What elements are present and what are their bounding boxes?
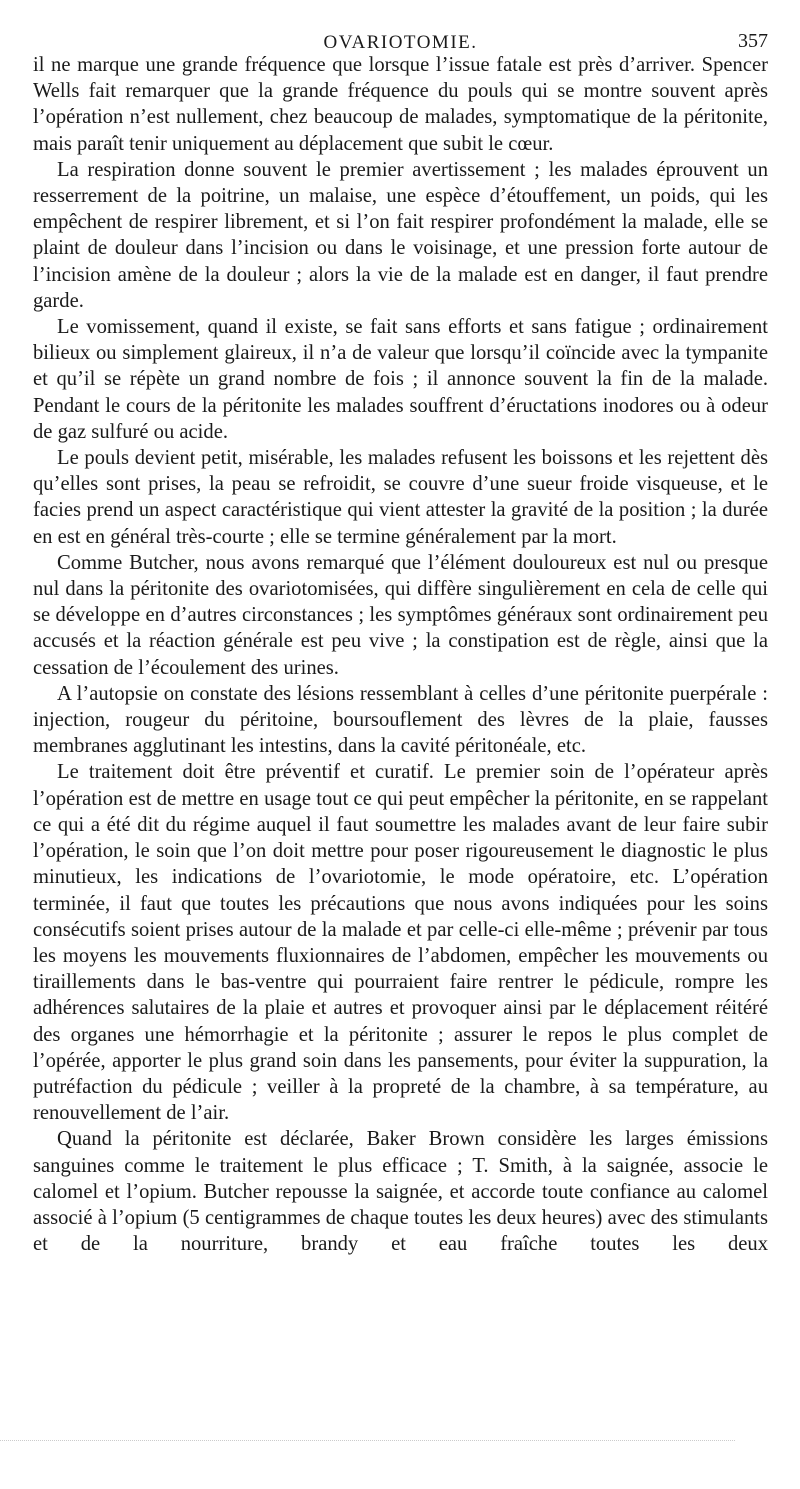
paragraph-2: La respiration donne souvent le premier avertissement ; les malades éprouvent un resserrement de la poitrine, un malaise, une espèce d’étouffement, un poids, qui les empêchent de respirer librement, et si l’on fait respirer profondément la malade, elle se plaint de douleur dans l’incision ou dans le voisinage, et une pression forte autour de l’incision amène de la douleur ; alors la vie de la malade est en danger, il faut prendre garde.: [33, 158, 768, 312]
paragraph-4: Le pouls devient petit, misérable, les malades refusent les boissons et les rejettent dès qu’elles sont prises, la peau se refroidit, se couvre d’une sueur froide visqueuse, et le facies prend un aspect caractéristique qui vient attester la gravité de la position ; la durée en est en général très-courte ; elle se termine généralement par la mort.: [33, 447, 768, 548]
paragraph-5: Comme Butcher, nous avons remarqué que l’élément douloureux est nul ou presque nul dans la péritonite des ovariotomisées, qui diffère singulièrement en cela de celle qui se développe en d’autres circonstances ; les symptômes généraux sont ordinairement peu accusés et la réaction générale est peu vive ; la constipation est de règle, ainsi que la cessation de l’écoulement des urines.: [33, 551, 768, 679]
body-text: [33, 52, 768, 1257]
paragraph-1: il ne marque une grande fréquence que lorsque l’issue fatale est près d’arriver. Spencer Wells fait remarquer que la grande fréquence du pouls qui se montre souvent après l’opération n’est nullement, chez beaucoup de malades, symptomatique de la péritonite, mais paraît tenir uniquement au déplacement que subit le cœur.: [33, 54, 768, 155]
running-head: [33, 22, 768, 52]
running-title: OVARIOTOMIE.: [323, 32, 478, 53]
page-number: 357: [738, 30, 768, 52]
paragraph-8: Quand la péritonite est déclarée, Baker Brown considère les larges émissions sanguines comme le traitement le plus efficace ; T. Smith, à la saignée, associe le calomel et l’opium. Butcher repousse la saignée, et accorde toute confiance au calomel associé à l’opium (5 centigrammes de chaque toutes les deux heures) avec des stimulants et de la nourriture, brandy et eau fraîche toutes les deux: [33, 1128, 768, 1256]
page: [33, 22, 768, 1257]
paragraph-3: Le vomissement, quand il existe, se fait sans efforts et sans fatigue ; ordinairement bilieux ou simplement glaireux, il n’a de valeur que lorsqu’il coïncide avec la tympanite et qu’il se répète un grand nombre de fois ; il annonce souvent la fin de la malade. Pendant le cours de la péritonite les malades souffrent d’éructations inodores ou à odeur de gaz sulfuré ou acide.: [33, 316, 768, 443]
footer-rule: [0, 1440, 735, 1443]
paragraph-6: A l’autopsie on constate des lésions ressemblant à celles d’une péritonite puerpérale : injection, rougeur du péritoine, boursouflement des lèvres de la plaie, fausses membranes agglutinant les intestins, dans la cavité péritonéale, etc.: [33, 682, 768, 758]
paragraph-7: Le traitement doit être préventif et curatif. Le premier soin de l’opérateur après l’opération est de mettre en usage tout ce qui peut empêcher la péritonite, en se rappelant ce qui a été dit du régime auquel il faut soumettre les malades avant de leur faire subir l’opération, le soin que l’on doit mettre pour poser rigoureusement le diagnostic le plus minutieux, les indications de l’ovariotomie, le mode opératoire, etc. L’opération terminée, il faut que toutes les précautions que nous avons indiquées pour les soins consécutifs soient prises autour de la malade et par celle-ci elle-même ; prévenir par tous les moyens les mouvements fluxionnaires de l’abdomen, empêcher les mouvements ou tiraillements dans le bas-ventre qui pourraient faire rentrer le pédicule, rompre les adhérences salutaires de la plaie et autres et provoquer ainsi par le déplacement réitéré des organes une hémorrhagie et la péritonite ; assurer le repos le plus complet de l’opérée, apporter le plus grand soin dans les pansements, pour éviter la suppuration, la putréfaction du pédicule ; veiller à la propreté de la chambre, à sa température, au renouvellement de l’air.: [33, 761, 768, 1125]
